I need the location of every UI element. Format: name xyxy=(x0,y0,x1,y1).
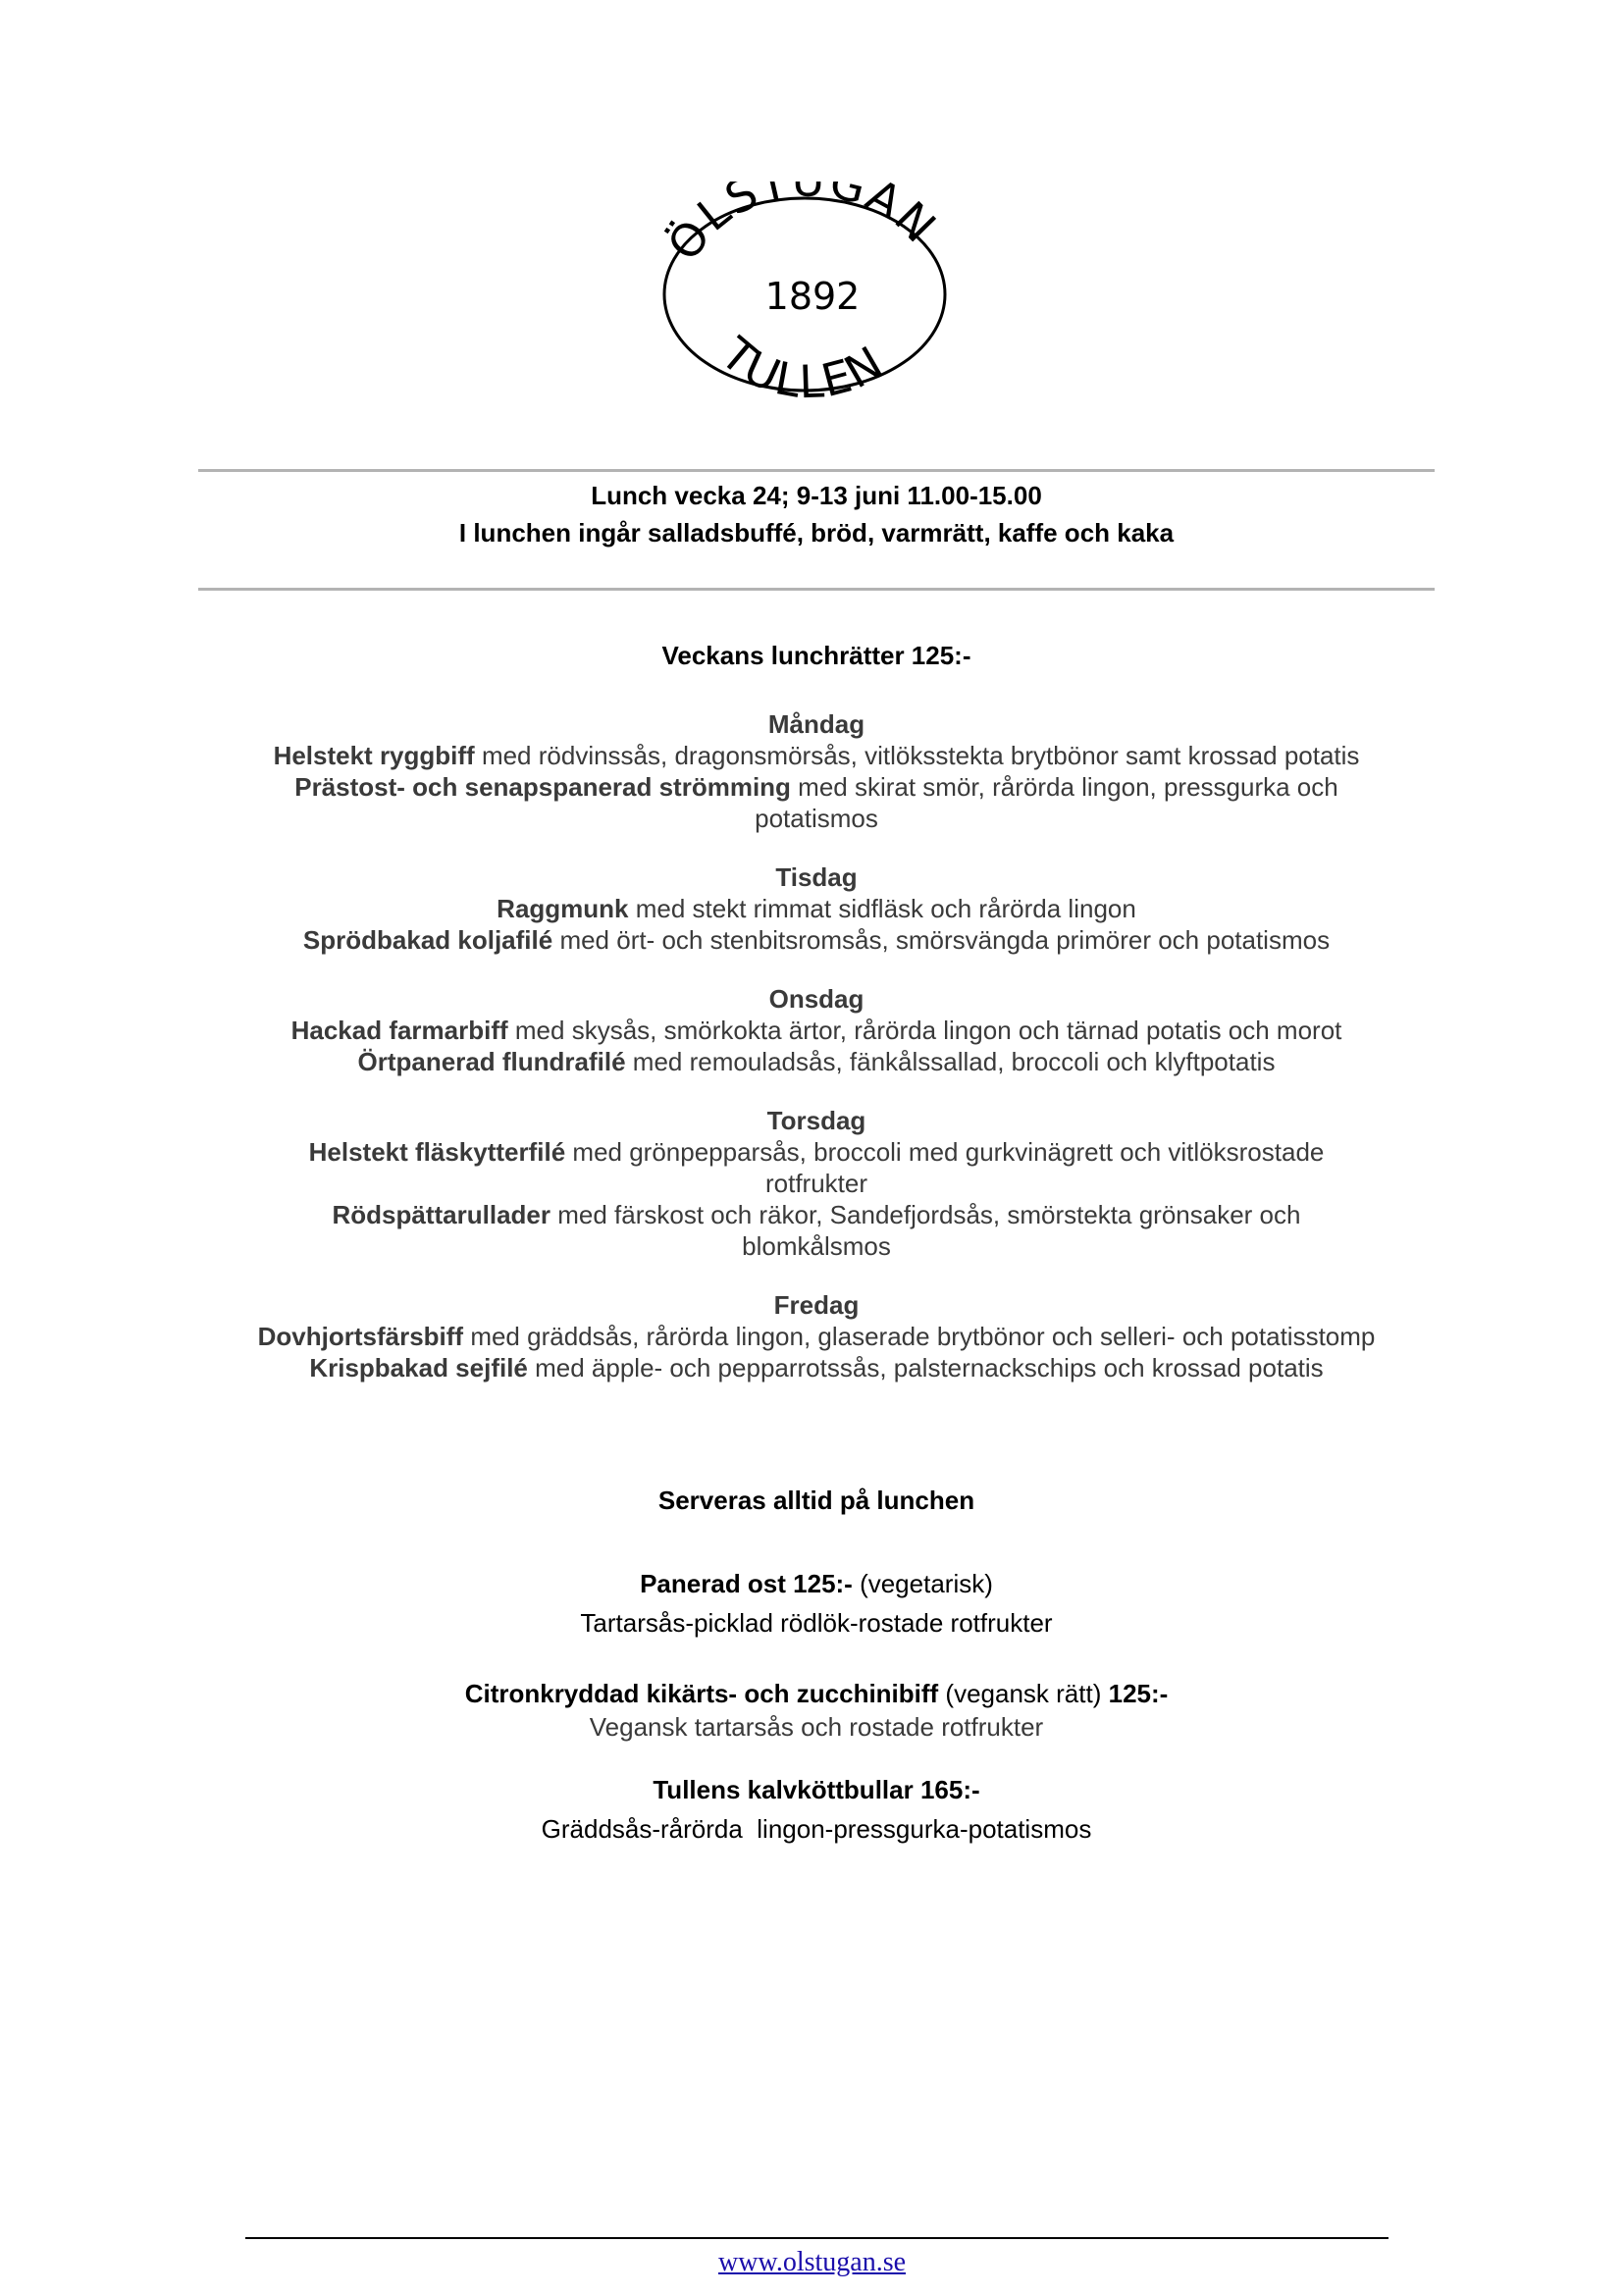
dish xyxy=(237,771,1395,834)
weekly-menu xyxy=(198,640,1435,1383)
day-title: Måndag xyxy=(767,709,865,739)
day-title: Torsdag xyxy=(766,1106,866,1135)
header-divider-top xyxy=(198,469,1435,472)
footer-divider xyxy=(245,2237,1388,2239)
dish xyxy=(228,1015,1405,1046)
day-monday xyxy=(198,708,1435,834)
dish xyxy=(257,1136,1376,1199)
dish xyxy=(228,924,1405,956)
dish-desc: med färskost och räkor, Sandefjordsås, smörstekta grönsaker och blomkålsmos xyxy=(550,1200,1301,1261)
day-tuesday xyxy=(198,861,1435,956)
dish-desc: med stekt rimmat sidfläsk och rårörda lingon xyxy=(628,894,1136,923)
always-item xyxy=(198,1567,1435,1640)
always-item-desc: Vegansk tartarsås och rostade rotfrukter xyxy=(589,1712,1044,1742)
dish xyxy=(228,740,1405,771)
day-title: Tisdag xyxy=(775,862,858,892)
always-served xyxy=(198,1485,1435,1846)
olstugan-logo xyxy=(648,182,962,407)
dish xyxy=(228,1046,1405,1077)
lunch-header xyxy=(198,477,1435,551)
dish-desc: med äpple- och pepparrotssås, palsternackschips och krossad potatis xyxy=(527,1353,1324,1382)
dish-name: Örtpanerad flundrafilé xyxy=(357,1047,626,1076)
dish xyxy=(257,1321,1376,1352)
day-friday xyxy=(198,1289,1435,1383)
dish xyxy=(228,893,1405,924)
dish xyxy=(228,1352,1405,1383)
logo-bottom-text: TULLEN xyxy=(710,327,894,407)
dish-desc: med skirat smör, rårörda lingon, pressgurka och potatismos xyxy=(755,772,1338,833)
dish-name: Helstekt ryggbiff xyxy=(273,741,475,770)
always-item-name: Panerad ost 125:- xyxy=(640,1569,853,1598)
dish xyxy=(257,1199,1376,1262)
always-item-heading xyxy=(198,1677,1435,1710)
logo-year: 1892 xyxy=(764,275,861,318)
always-item xyxy=(198,1773,1435,1846)
dish-name: Sprödbakad koljafilé xyxy=(302,925,553,955)
website-link[interactable]: www.olstugan.se xyxy=(717,2247,907,2277)
always-item-name: Citronkryddad kikärts- och zucchinibiff xyxy=(464,1679,939,1708)
day-title: Fredag xyxy=(773,1290,860,1320)
dish-desc: med gräddsås, rårörda lingon, glaserade brytbönor och selleri- och potatisstomp xyxy=(463,1322,1376,1351)
always-item-desc: Tartarsås-picklad rödlök-rostade rotfrukter xyxy=(580,1608,1053,1638)
footer xyxy=(0,2247,1624,2278)
always-item-price: 125:- xyxy=(1108,1679,1169,1708)
always-item-heading xyxy=(198,1773,1435,1806)
dish-desc: med skysås, smörkokta ärtor, rårörda lingon och tärnad potatis och morot xyxy=(507,1016,1342,1045)
dish-name: Dovhjortsfärsbiff xyxy=(257,1322,464,1351)
dish-name: Raggmunk xyxy=(497,894,629,923)
day-title: Onsdag xyxy=(768,984,864,1014)
dish-name: Rödspättarullader xyxy=(332,1200,551,1229)
always-item-desc: Gräddsås-rårörda lingon-pressgurka-potatismos xyxy=(541,1814,1092,1844)
always-item-note: (vegetarisk) xyxy=(852,1569,993,1598)
day-thursday xyxy=(198,1105,1435,1262)
dish-desc: med rödvinssås, dragonsmörsås, vitlöksstekta brytbönor samt krossad potatis xyxy=(474,741,1360,770)
lunch-week-line: Lunch vecka 24; 9-13 juni 11.00-15.00 xyxy=(591,481,1042,510)
always-title: Serveras alltid på lunchen xyxy=(657,1486,975,1515)
dish-name: Prästost- och senapspanerad strömming xyxy=(294,772,791,802)
weekly-title: Veckans lunchrätter 125:- xyxy=(661,641,971,670)
always-item xyxy=(198,1677,1435,1744)
header-divider-bottom xyxy=(198,588,1435,591)
always-item-name: Tullens kalvköttbullar 165:- xyxy=(653,1775,980,1804)
day-wednesday xyxy=(198,983,1435,1077)
logo-top-text: ÖLST GAN xyxy=(656,182,948,270)
always-item-note: (vegansk rätt) xyxy=(938,1679,1109,1708)
always-item-heading xyxy=(198,1567,1435,1600)
dish-name: Krispbakad sejfilé xyxy=(309,1353,528,1382)
dish-name: Hackad farmarbiff xyxy=(290,1016,508,1045)
dish-desc: med grönpepparsås, broccoli med gurkvinägrett och vitlöksrostade rotfrukter xyxy=(565,1137,1325,1198)
dish-desc: med ört- och stenbitsromsås, smörsvängda primörer och potatismos xyxy=(552,925,1331,955)
dish-name: Helstekt fläskytterfilé xyxy=(308,1137,566,1167)
lunch-includes-line: I lunchen ingår salladsbuffé, bröd, varmrätt, kaffe och kaka xyxy=(458,518,1175,548)
dish-desc: med remouladsås, fänkålssallad, broccoli och klyftpotatis xyxy=(625,1047,1276,1076)
